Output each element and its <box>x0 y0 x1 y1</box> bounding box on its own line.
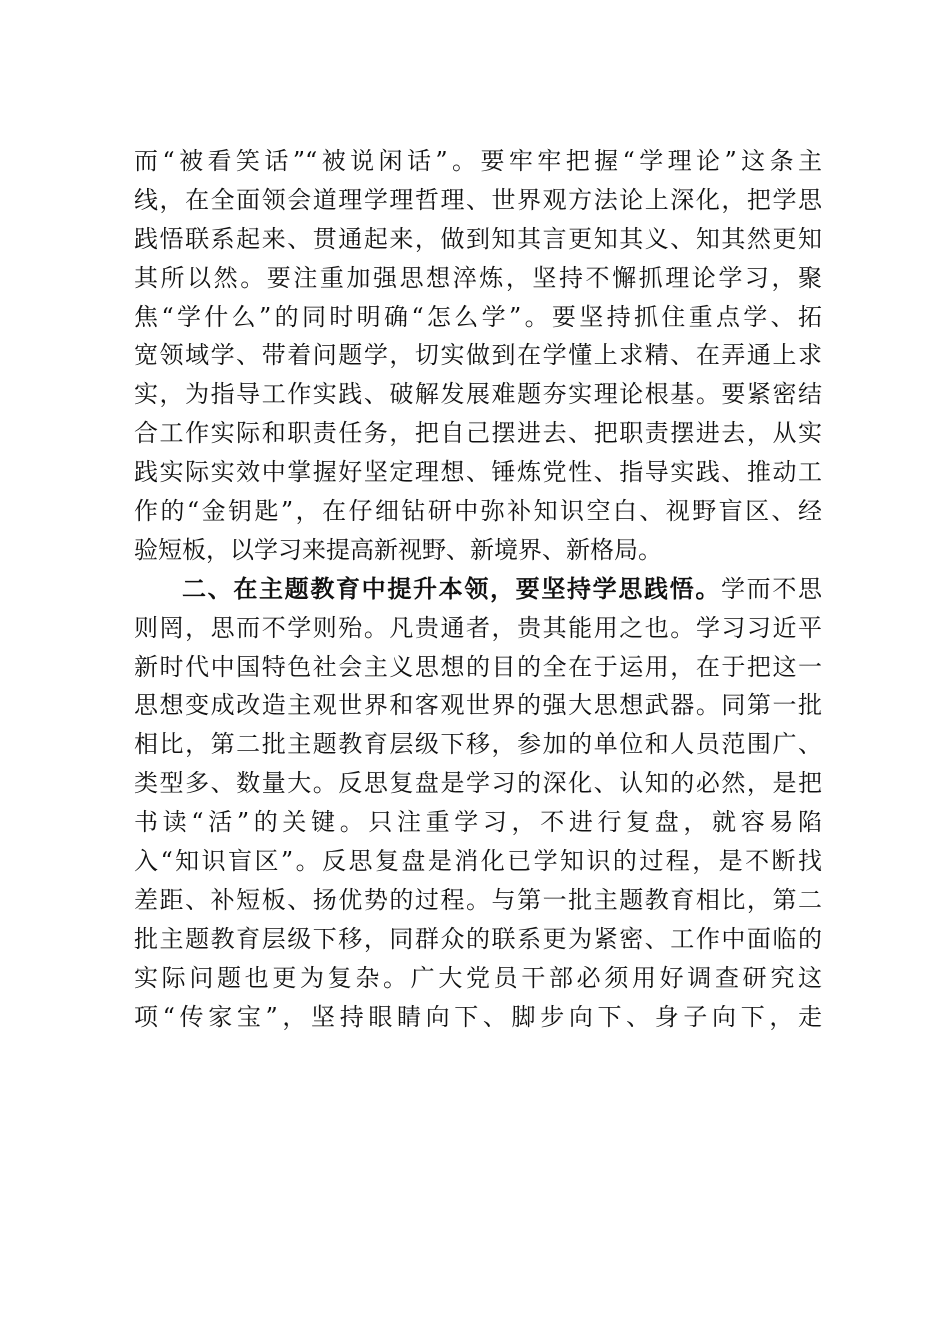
text-line: 批主题教育层级下移，同群众的联系更为紧密、工作中面临的 <box>134 924 822 953</box>
text-run: 学而不思 <box>721 574 822 603</box>
paragraph-2-first-line <box>134 570 822 609</box>
text-line: 书读“活”的关键。只注重学习，不进行复盘，就容易陷 <box>134 808 822 837</box>
section-heading: 二、在主题教育中提升本领，要坚持学思践悟。 <box>182 573 721 603</box>
text-line: 作的“金钥匙”，在仔细钻研中弥补知识空白、视野盲区、经 <box>134 497 822 526</box>
paragraph-2 <box>134 570 822 1037</box>
text-line: 合工作实际和职责任务，把自己摆进去、把职责摆进去，从实 <box>134 419 822 448</box>
text-line: 宽领域学、带着问题学，切实做到在学懂上求精、在弄通上求 <box>134 341 822 370</box>
text-line: 新时代中国特色社会主义思想的目的全在于运用，在于把这一 <box>134 652 822 681</box>
text-line: 思想变成改造主观世界和客观世界的强大思想武器。同第一批 <box>134 691 822 720</box>
text-line: 践悟联系起来、贯通起来，做到知其言更知其义、知其然更知 <box>134 224 822 253</box>
text-line: 实，为指导工作实践、破解发展难题夯实理论根基。要紧密结 <box>134 380 822 409</box>
text-line: 验短板，以学习来提高新视野、新境界、新格局。 <box>134 535 662 564</box>
paragraph-1 <box>134 142 822 570</box>
text-line: 则罔，思而不学则殆。凡贵通者，贵其能用之也。学习习近平 <box>134 613 822 642</box>
document-body <box>134 142 822 1036</box>
text-line: 实际问题也更为复杂。广大党员干部必须用好调查研究这 <box>134 963 822 992</box>
text-line: 线，在全面领会道理学理哲理、世界观方法论上深化，把学思 <box>134 185 822 214</box>
text-line: 差距、补短板、扬优势的过程。与第一批主题教育相比，第二 <box>134 885 822 914</box>
text-line: 其所以然。要注重加强思想淬炼，坚持不懈抓理论学习，聚 <box>134 263 822 292</box>
text-line: 焦“学什么”的同时明确“怎么学”。要坚持抓住重点学、拓 <box>134 302 822 331</box>
text-line: 而“被看笑话”“被说闲话”。要牢牢把握“学理论”这条主 <box>134 147 822 175</box>
text-line: 入“知识盲区”。反思复盘是消化已学知识的过程，是不断找 <box>134 847 822 876</box>
text-line: 相比，第二批主题教育层级下移，参加的单位和人员范围广、 <box>134 730 822 759</box>
text-line: 践实际实效中掌握好坚定理想、锤炼党性、指导实践、推动工 <box>134 458 822 487</box>
text-line: 项“传家宝”，坚持眼睛向下、脚步向下、身子向下，走 <box>134 1002 822 1031</box>
text-line: 类型多、数量大。反思复盘是学习的深化、认知的必然，是把 <box>134 769 822 798</box>
